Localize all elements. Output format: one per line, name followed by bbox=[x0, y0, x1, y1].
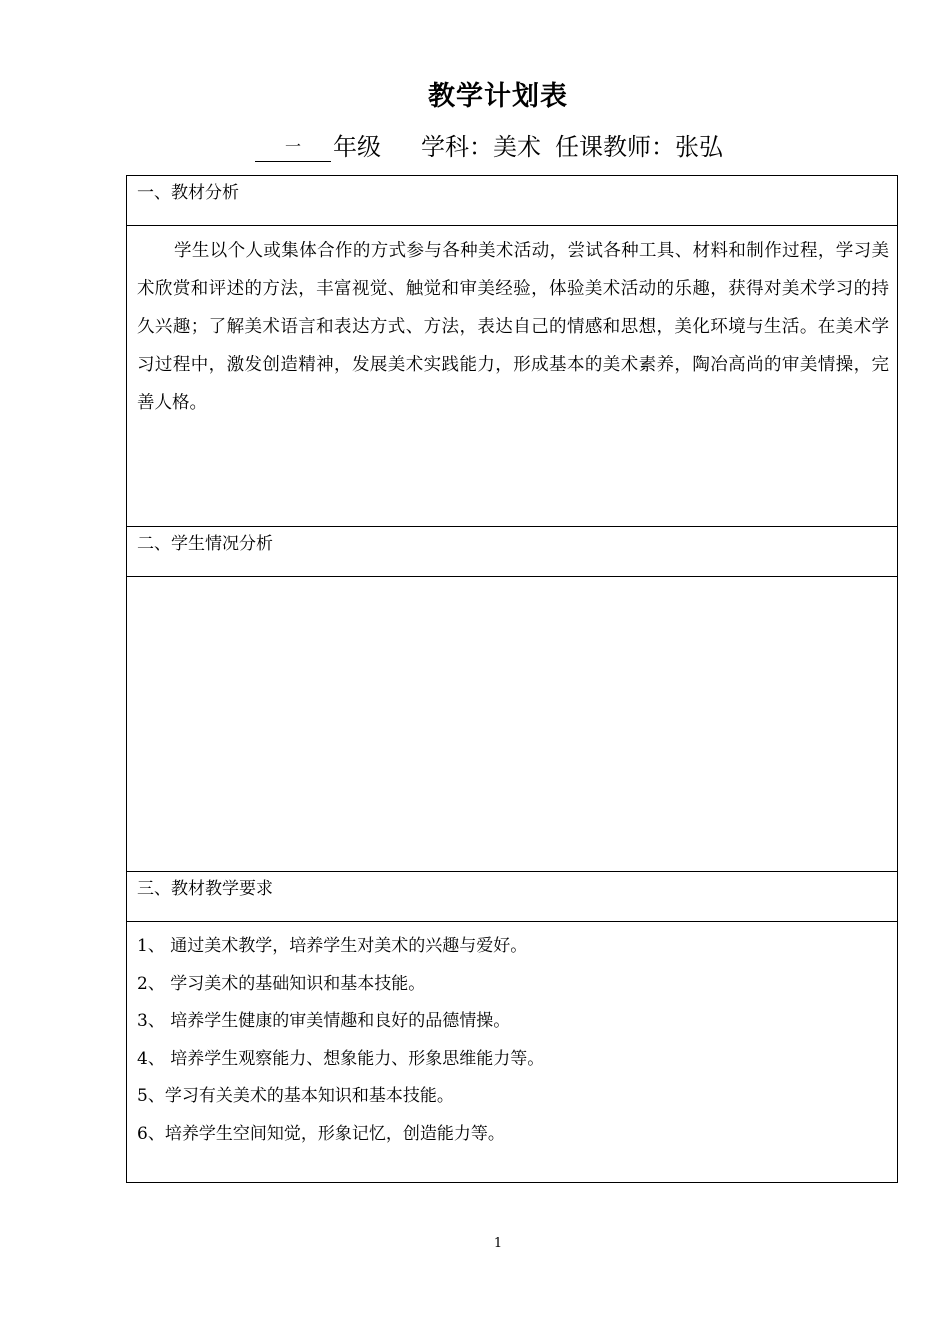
list-item: 1、 通过美术教学，培养学生对美术的兴趣与爱好。 bbox=[137, 936, 528, 956]
page-title: 教学计划表 bbox=[428, 81, 568, 112]
list-item: 5、学习有关美术的基本知识和基本技能。 bbox=[137, 1086, 454, 1106]
document-subtitle bbox=[255, 128, 723, 162]
list-item: 3、 培养学生健康的审美情趣和良好的品德情操。 bbox=[137, 1011, 511, 1031]
teaching-requirements-heading-row bbox=[127, 872, 897, 922]
student-analysis-heading-row bbox=[127, 527, 897, 577]
material-analysis-heading: 一、教材分析 bbox=[137, 183, 239, 203]
list-item: 6、培养学生空间知觉，形象记忆，创造能力等。 bbox=[137, 1123, 505, 1144]
student-analysis-body-row bbox=[127, 577, 897, 872]
grade-label: 年级 bbox=[333, 133, 381, 161]
page-number: 1 bbox=[493, 1236, 503, 1251]
teaching-requirements-body-row bbox=[127, 922, 897, 1182]
requirements-list bbox=[127, 922, 897, 1153]
material-analysis-body-row bbox=[127, 226, 897, 527]
teaching-requirements-heading: 三、教材教学要求 bbox=[137, 879, 273, 899]
material-analysis-heading-row bbox=[127, 176, 897, 226]
list-item: 4、 培养学生观察能力、想象能力、形象思维能力等。 bbox=[137, 1048, 545, 1069]
teacher-label: 任课教师：张弘 bbox=[555, 133, 723, 161]
subject-label: 学科：美术 bbox=[421, 133, 541, 161]
student-analysis-heading: 二、学生情况分析 bbox=[137, 534, 273, 554]
material-analysis-text: 学生以个人或集体合作的方式参与各种美术活动，尝试各种工具、材料和制作过程，学习美术欣赏和评述的方法，丰富视觉、触觉和审美经验，体验美术活动的乐趣，获得对美术学习的持久兴趣；了解美术语言和表达方式、方法，表达自己的情感和思想，美化环境与生活。在美术学习过程中，激发创造精神，发展美术实践能力，形成基本的美术素养，陶冶高尚的审美情操，完善人格。 bbox=[137, 241, 889, 413]
plan-table bbox=[126, 175, 898, 1183]
student-analysis-text bbox=[127, 577, 897, 583]
list-item: 2、 学习美术的基础知识和基本技能。 bbox=[137, 973, 426, 994]
grade-value: 一 bbox=[255, 133, 331, 162]
